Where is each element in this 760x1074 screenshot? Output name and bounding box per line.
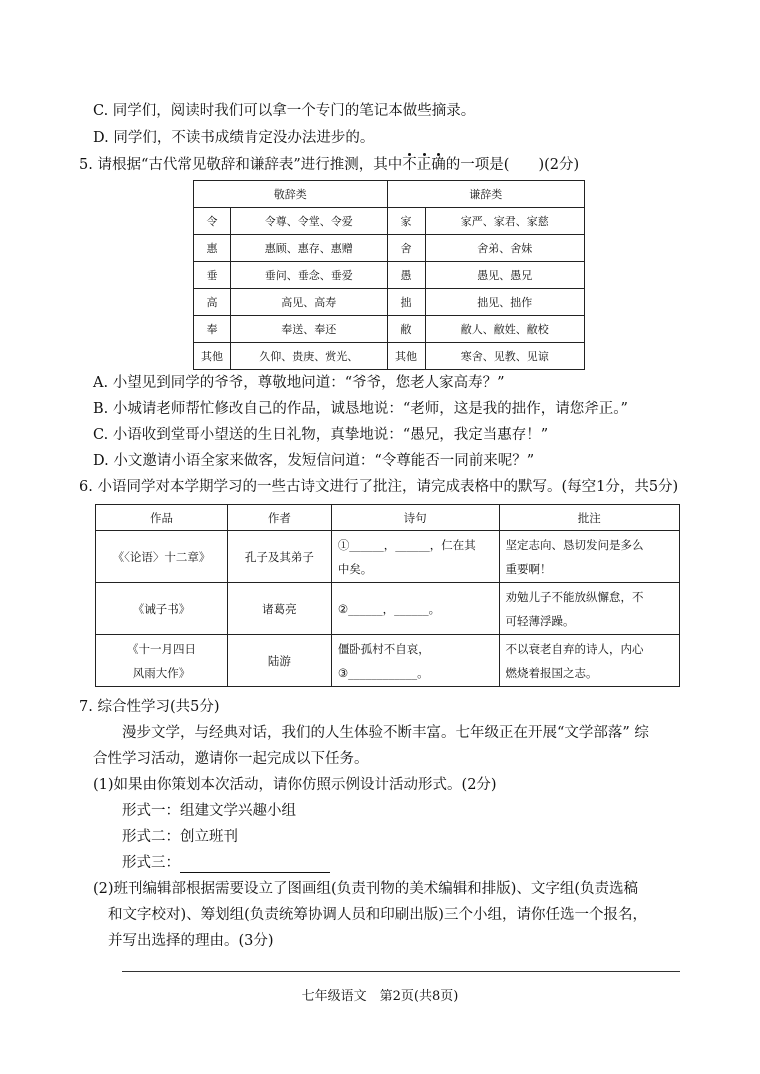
poem-line: ①______，______，仁在其 bbox=[337, 537, 476, 552]
poem-line: 僵卧孤村不自哀， bbox=[337, 641, 430, 656]
header-poem: 诗句 bbox=[331, 505, 499, 531]
honorific-table bbox=[193, 180, 585, 370]
poetry-annotation-table bbox=[95, 504, 680, 687]
table-row bbox=[194, 289, 585, 316]
table-row bbox=[194, 235, 585, 262]
q4-option-c: C. 同学们，阅读时我们可以拿一个专门的笔记本做些摘录。 bbox=[93, 103, 476, 119]
header-work: 作品 bbox=[96, 505, 228, 531]
q5-option-b: B. 小城请老师帮忙修改自己的作品，诚恳地说：“老师，这是我的拙作，请您斧正。” bbox=[93, 401, 628, 417]
table-cell: 舍 bbox=[387, 235, 425, 262]
q5-stem-after: 的一项是( )(2分) bbox=[445, 157, 580, 173]
work-cell: 《诫子书》 bbox=[96, 583, 228, 635]
table-cell: 舍弟、舍妹 bbox=[425, 235, 584, 262]
table-row bbox=[194, 343, 585, 370]
table-cell: 其他 bbox=[387, 343, 425, 370]
work-cell: 《〈论语〉十二章》 bbox=[96, 531, 228, 583]
table-cell: 惠 bbox=[194, 235, 231, 262]
q5-stem-emphasis bbox=[402, 157, 446, 173]
q7-title: 7. 综合性学习(共5分) bbox=[79, 699, 220, 715]
note-line: 燃烧着报国之志。 bbox=[505, 665, 598, 680]
poem-line: ②______，______。 bbox=[337, 601, 441, 616]
note-line: 坚定志向、恳切发问是多么 bbox=[505, 537, 644, 552]
table-row bbox=[96, 635, 680, 687]
poem-cell bbox=[331, 583, 499, 635]
table-cell: 拙 bbox=[387, 289, 425, 316]
poem-line: ③____________。 bbox=[337, 665, 429, 680]
page-footer: 七年级语文 第2页(共8页) bbox=[301, 989, 459, 1004]
q7-sub1: (1)如果由你策划本次活动，请你仿照示例设计活动形式。(2分) bbox=[93, 777, 497, 793]
q5-option-d: D. 小文邀请小语全家来做客，发短信问道：“令尊能否一同前来呢？” bbox=[93, 453, 535, 469]
table-row bbox=[96, 531, 680, 583]
emphasis-dot bbox=[423, 153, 426, 156]
form-example-2: 形式二：创立班刊 bbox=[122, 829, 238, 845]
table-cell: 敝 bbox=[387, 316, 425, 343]
q7-sub2-line: (2)班刊编辑部根据需要设立了图画组(负责刊物的美术编辑和排版)、文字组(负责选稿 bbox=[93, 881, 639, 897]
form-3-label: 形式三： bbox=[122, 855, 180, 871]
table-cell: 其他 bbox=[194, 343, 231, 370]
table-cell: 高 bbox=[194, 289, 231, 316]
emphasis-dot bbox=[408, 153, 411, 156]
form-example-1: 形式一：组建文学兴趣小组 bbox=[122, 803, 296, 819]
note-cell bbox=[499, 635, 679, 687]
header-honorific: 敬辞类 bbox=[194, 181, 388, 208]
emphasis-char: 正 bbox=[417, 157, 432, 173]
table-cell: 敝人、敝姓、敝校 bbox=[425, 316, 584, 343]
note-cell bbox=[499, 583, 679, 635]
work-line: 《十一月四日 bbox=[126, 641, 196, 656]
form-3-answer-blank[interactable] bbox=[180, 856, 330, 873]
header-humble: 谦辞类 bbox=[387, 181, 584, 208]
note-cell bbox=[499, 531, 679, 583]
poem-line: 中矣。 bbox=[337, 561, 373, 576]
table-cell: 奉送、奉还 bbox=[230, 316, 387, 343]
table-cell: 高见、高寿 bbox=[230, 289, 387, 316]
q7-sub2-line: 并写出选择的理由。(3分) bbox=[108, 933, 274, 949]
table-cell: 寒舍、见教、见谅 bbox=[425, 343, 584, 370]
table-cell: 奉 bbox=[194, 316, 231, 343]
emphasis-dot bbox=[437, 153, 440, 156]
q7-intro-line: 漫步文学，与经典对话，我们的人生体验不断丰富。七年级正在开展“文学部落” 综 bbox=[122, 725, 649, 741]
table-row bbox=[194, 262, 585, 289]
poem-cell bbox=[331, 635, 499, 687]
work-line: 风雨大作》 bbox=[132, 665, 191, 680]
table-row bbox=[194, 316, 585, 343]
emphasis-char: 不 bbox=[402, 157, 417, 173]
table-cell: 惠顾、惠存、惠赠 bbox=[230, 235, 387, 262]
table-cell: 久仰、贵庚、赏光、 bbox=[230, 343, 387, 370]
q5-stem-before: 5. 请根据“古代常见敬辞和谦辞表”进行推测，其中 bbox=[79, 157, 403, 173]
note-line: 重要啊！ bbox=[505, 561, 552, 576]
note-line: 不以衰老自弃的诗人，内心 bbox=[505, 641, 644, 656]
q4-option-d: D. 同学们，不读书成绩肯定没办法进步的。 bbox=[93, 130, 375, 146]
work-cell bbox=[96, 635, 228, 687]
table-cell: 愚 bbox=[387, 262, 425, 289]
q7-sub2-line: 和文字校对)、筹划组(负责统筹协调人员和印刷出版)三个小组，请你任选一个报名， bbox=[108, 907, 647, 923]
table-cell: 垂问、垂念、垂爱 bbox=[230, 262, 387, 289]
table-cell: 垂 bbox=[194, 262, 231, 289]
q5-option-c: C. 小语收到堂哥小望送的生日礼物，真挚地说：“愚兄，我定当惠存！” bbox=[93, 427, 549, 443]
author-cell: 诸葛亮 bbox=[227, 583, 331, 635]
header-note: 批注 bbox=[499, 505, 679, 531]
table-cell: 拙见、拙作 bbox=[425, 289, 584, 316]
author-cell: 孔子及其弟子 bbox=[227, 531, 331, 583]
table-row bbox=[194, 208, 585, 235]
header-author: 作者 bbox=[227, 505, 331, 531]
emphasis-char: 确 bbox=[431, 157, 446, 173]
table-cell: 家严、家君、家慈 bbox=[425, 208, 584, 235]
table-header-row bbox=[194, 181, 585, 208]
poem-cell bbox=[331, 531, 499, 583]
table-cell: 愚见、愚兄 bbox=[425, 262, 584, 289]
table-row bbox=[96, 583, 680, 635]
table-header-row bbox=[96, 505, 680, 531]
q5-stem bbox=[79, 155, 579, 175]
form-3-prompt bbox=[122, 853, 330, 873]
q5-option-a: A. 小望见到同学的爷爷，尊敬地问道：“爷爷，您老人家高寿？” bbox=[93, 375, 505, 391]
q6-stem: 6. 小语同学对本学期学习的一些古诗文进行了批注，请完成表格中的默写。(每空1分，共5分) bbox=[79, 479, 679, 495]
table-cell: 家 bbox=[387, 208, 425, 235]
table-cell: 令 bbox=[194, 208, 231, 235]
note-line: 劝勉儿子不能放纵懈怠，不 bbox=[505, 589, 644, 604]
table-cell: 令尊、令堂、令爱 bbox=[230, 208, 387, 235]
footer-divider bbox=[122, 971, 680, 972]
author-cell: 陆游 bbox=[227, 635, 331, 687]
note-line: 可轻薄浮躁。 bbox=[505, 613, 575, 628]
q7-intro-line: 合性学习活动，邀请你一起完成以下任务。 bbox=[93, 751, 369, 767]
